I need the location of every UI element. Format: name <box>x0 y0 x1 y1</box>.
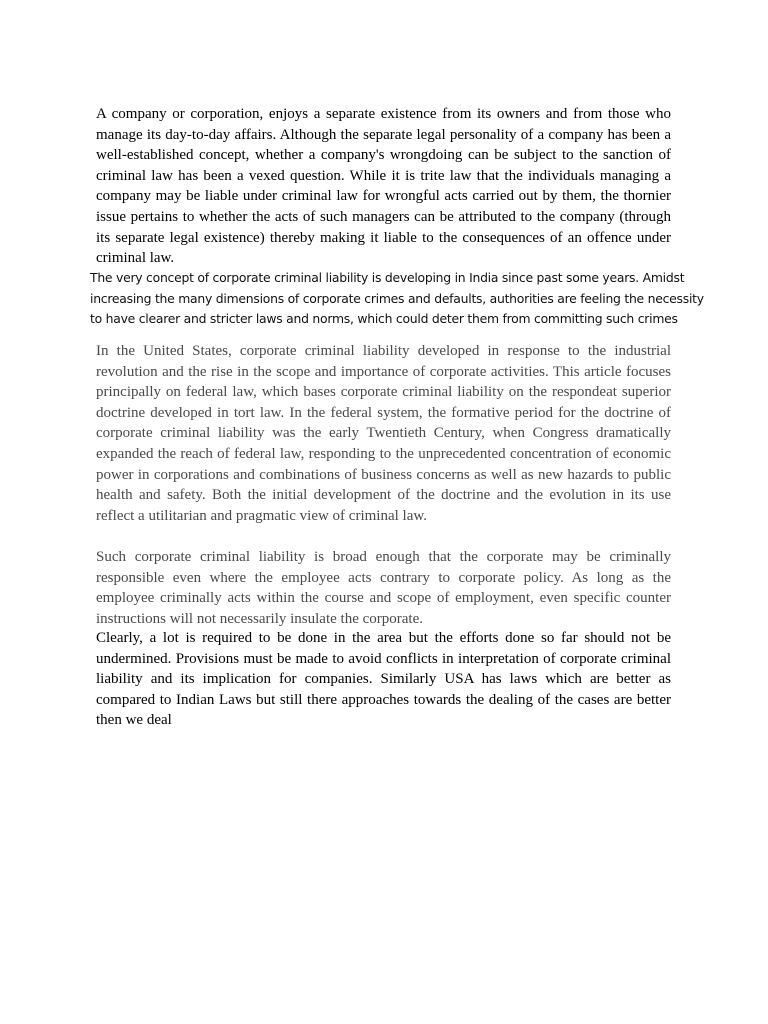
paragraph-line: increasing the many dimensions of corporate crimes and defaults, authorities are feeling the necessity <box>90 290 704 306</box>
paragraph-employee-acts: Such corporate criminal liability is broad enough that the corporate may be criminally responsible even where the employee acts contrary to corporate policy. As long as the employee criminally acts within the course and scope of employment, even specific counter instructions will not necessarily insulate the corporate. <box>96 549 671 627</box>
paragraph-line: The very concept of corporate criminal liability is developing in India since past some years. Amidst <box>90 270 685 285</box>
paragraph-line: to have clearer and stricter laws and norms, which could deter them from committing such crimes <box>90 311 678 326</box>
paragraph-united-states-history: In the United States, corporate criminal liability developed in response to the industrial revolution and the rise in the scope and importance of corporate activities. This article focuses principally on federal law, which bases corporate criminal liability on the respondeat superior doctrine developed in tort law. In the federal system, the formative period for the doctrine of corporate criminal liability was the early Twentieth Century, when Congress dramatically expanded the reach of federal law, responding to the unprecedented concentration of economic power in corporations and combinations of business concerns as well as new hazards to public health and safety. Both the initial development of the doctrine and the evolution in its use reflect a utilitarian and pragmatic view of criminal law. <box>96 343 671 524</box>
paragraph-india-corporate-liability <box>90 268 704 330</box>
paragraph-company-separate-existence: A company or corporation, enjoys a separate existence from its owners and from those who manage its day-to-day affairs. Although the separate legal personality of a company has been a well-established concept, whether a company's wrongdoing can be subject to the sanction of criminal law has been a vexed question. While it is trite law that the individuals managing a company may be liable under criminal law for wrongful acts carried out by them, the thornier issue pertains to whether the acts of such managers can be attributed to the company (through its separate legal existence) thereby making it liable to the consequences of an offence under criminal law. <box>96 106 671 267</box>
paragraph-conclusion: Clearly, a lot is required to be done in the area but the efforts done so far should not be undermined. Provisions must be made to avoid conflicts in interpretation of corporate criminal liability and its implication for companies. Similarly USA has laws which are better as compared to Indian Laws but still there approaches towards the dealing of the cases are better then we deal <box>96 630 671 729</box>
